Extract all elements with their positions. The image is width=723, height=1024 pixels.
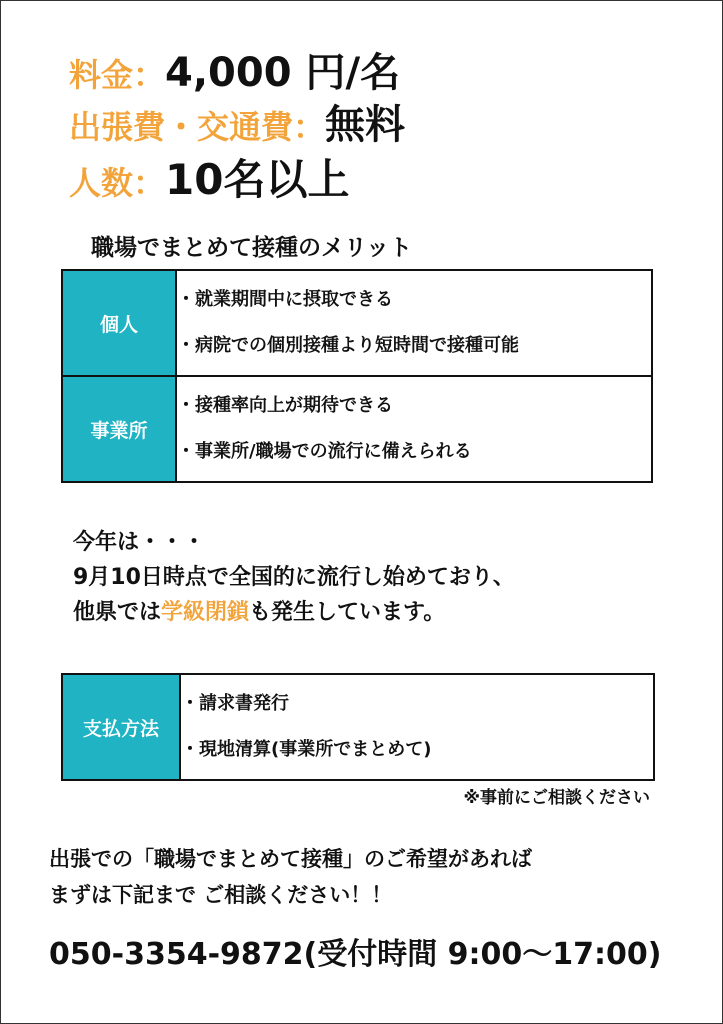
payment-row — [62, 674, 654, 780]
notice-highlight: 学級閉鎖 — [161, 600, 250, 625]
travel-value: 無料 — [325, 102, 406, 148]
merit-row-individual — [62, 270, 652, 376]
merit-item: ・事業所/職場での流行に備えられる — [177, 441, 472, 462]
fee-row — [69, 41, 400, 98]
merit-item: ・接種率向上が期待できる — [177, 395, 393, 416]
outbreak-notice — [73, 525, 515, 630]
merit-item: ・就業期間中に摂取できる — [177, 289, 393, 310]
closing-text — [49, 841, 532, 913]
fee-value: 4,000 円/名 — [165, 50, 401, 96]
notice-line: 9月10日時点で全国的に流行し始めており、 — [73, 565, 515, 590]
closing-line: 出張での「職場でまとめて接種」のご希望があれば — [49, 847, 532, 871]
merits-table — [61, 269, 653, 483]
merit-category-individual: 個人 — [62, 270, 176, 376]
count-label: 人数： — [69, 164, 166, 202]
count-value: 10名以上 — [165, 155, 350, 204]
merits-heading: 職場でまとめて接種のメリット — [91, 235, 413, 261]
contact-phone: 050-3354-9872(受付時間 9:00〜17:00) — [49, 937, 662, 972]
payment-item: ・請求書発行 — [181, 693, 289, 714]
fee-label: 料金： — [69, 56, 166, 94]
closing-line: まずは下記まで ご相談ください！！ — [49, 883, 393, 907]
travel-label: 出張費・交通費： — [69, 108, 326, 146]
travel-row — [69, 93, 405, 150]
notice-line: 他県では学級閉鎖も発生しています。 — [73, 600, 446, 625]
merit-row-office — [62, 376, 652, 482]
merit-item: ・病院での個別接種より短時間で接種可能 — [177, 335, 519, 356]
payment-category: 支払方法 — [62, 674, 180, 780]
notice-line: 今年は・・・ — [73, 530, 206, 555]
payment-item: ・現地清算(事業所でまとめて) — [181, 739, 432, 760]
merit-category-office: 事業所 — [62, 376, 176, 482]
count-row — [69, 147, 349, 207]
payment-table — [61, 673, 655, 781]
payment-note: ※事前にご相談ください — [463, 788, 650, 808]
